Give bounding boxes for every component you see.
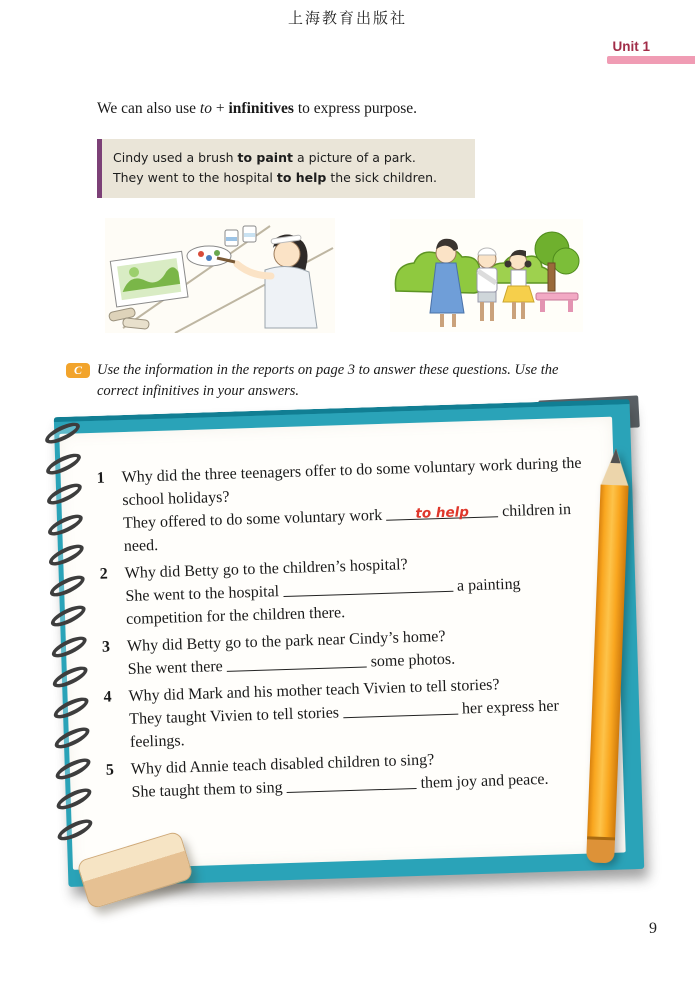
- answer-post: a painting competition for the children there.: [125, 575, 521, 628]
- question-text: Why did the three teenagers offer to do some voluntary work during the school holidays?: [121, 454, 582, 510]
- spiral-coil-icon: [43, 449, 83, 478]
- spiral-coil-icon: [49, 632, 89, 661]
- example-line-2-bold: to help: [276, 170, 327, 186]
- intro-plus: +: [211, 100, 229, 117]
- spiral-coil-icon: [51, 693, 91, 722]
- question-item-1: [96, 451, 589, 558]
- spiral-coil-icon: [47, 571, 87, 600]
- exercise-c-badge: C: [66, 363, 90, 378]
- answer-post: them joy and peace.: [416, 770, 549, 792]
- unit-label: Unit 1: [612, 39, 650, 54]
- spiral-coil-icon: [55, 815, 95, 844]
- answer-pre: She went there: [127, 657, 228, 678]
- pencil-graphite-tip: [610, 448, 621, 463]
- intro-post: to express purpose.: [293, 100, 418, 117]
- question-number: 5: [105, 761, 115, 779]
- answer-pre: She taught them to sing: [131, 779, 287, 801]
- publisher-text: 上海教育出版社: [287, 9, 407, 27]
- example-line-1-bold: to paint: [237, 150, 293, 165]
- spiral-coil-icon: [53, 754, 93, 783]
- answer-pre: She went to the hospital: [125, 583, 284, 605]
- answer-post: children in need.: [123, 500, 572, 556]
- answer-fill: to help: [415, 504, 470, 522]
- intro-italic-to: to: [199, 100, 212, 117]
- answer-blank: [343, 700, 458, 719]
- unit-accent-bar: [607, 56, 695, 64]
- question-text: Why did Annie teach disabled children to sing?: [130, 751, 435, 778]
- hospital-visit-illustration: [390, 219, 583, 332]
- exercise-instruction: Use the information in the reports on page 3 to answer these questions. Use the correct infinitives in your answers.: [97, 362, 559, 399]
- question-text: Why did Betty go to the children’s hospital?: [124, 556, 408, 583]
- answer-blank: [226, 652, 366, 671]
- spiral-coil-icon: [45, 510, 85, 539]
- intro-text: [97, 100, 417, 118]
- answer-blank: [286, 774, 416, 793]
- spiral-coil-icon: [50, 662, 90, 691]
- answer-blank: [386, 502, 498, 521]
- answer-pre: They taught Vivien to tell stories: [129, 704, 344, 728]
- example-line-1: [113, 148, 467, 168]
- answer-pre: They offered to do some voluntary work: [122, 506, 387, 533]
- question-number: 4: [103, 688, 112, 706]
- question-number: 2: [99, 565, 108, 583]
- question-text: Why did Mark and his mother teach Vivien to tell stories?: [128, 676, 500, 705]
- spiral-coil-icon: [52, 723, 92, 752]
- spiral-coil-icon: [54, 784, 94, 813]
- exercise-section: [66, 360, 606, 402]
- answer-post: some photos.: [366, 650, 456, 671]
- example-line-2: [113, 168, 467, 188]
- intro-pre: We can also use: [97, 100, 200, 117]
- question-number: 3: [101, 638, 111, 656]
- notebook-cover: [54, 399, 644, 887]
- example-box: [97, 139, 475, 198]
- notebook: [45, 398, 657, 914]
- intro-bold-infinitives: infinitives: [228, 100, 294, 117]
- question-text: Why did Betty go to the park near Cindy’s home?: [126, 627, 446, 655]
- notebook-paper: [59, 417, 625, 870]
- example-line-1-post: a picture of a park.: [292, 150, 416, 165]
- page-number: 9: [649, 920, 657, 937]
- question-item-4: [103, 670, 595, 754]
- answer-post: her express her feelings.: [129, 697, 560, 751]
- spiral-coil-icon: [46, 540, 86, 569]
- example-line-2-pre: They went to the hospital: [113, 170, 277, 186]
- painting-illustration: [105, 218, 335, 333]
- example-line-2-post: the sick children.: [326, 170, 438, 186]
- question-number: 1: [96, 469, 105, 487]
- answer-blank: [283, 577, 453, 597]
- pencil-end: [586, 836, 615, 863]
- spiral-coil-icon: [44, 480, 84, 509]
- question-item-2: [99, 547, 591, 631]
- question-item-5: [106, 743, 597, 804]
- example-line-1-pre: Cindy used a brush: [113, 150, 238, 165]
- spiral-coil-icon: [48, 601, 88, 630]
